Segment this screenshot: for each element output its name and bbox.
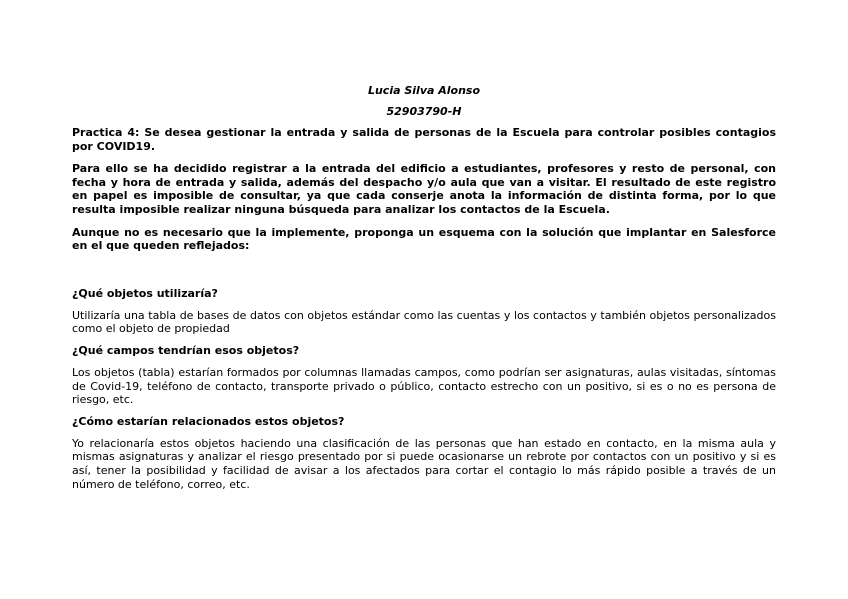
- answer-fields: Los objetos (tabla) estarían formados por columnas llamadas campos, como podrían ser asignaturas, aulas visitadas, síntomas de Covid-19, teléfono de contacto, transporte privado o público, contacto estrecho con un positivo, si es o no es persona de riesgo, etc.: [72, 365, 776, 407]
- practice-statement: Practica 4: Se desea gestionar la entrada y salida de personas de la Escuela para controlar posibles contagios por COVID19.: [72, 126, 776, 153]
- section-spacer: [72, 262, 776, 287]
- question-objects: ¿Qué objetos utilizaría?: [72, 286, 218, 300]
- student-id: 52903790-H: [386, 105, 462, 118]
- author-name: Lucia Silva Alonso: [367, 84, 481, 97]
- answer-relations: Yo relacionaría estos objetos haciendo una clasificación de las personas que han estado en contacto, en la misma aula y mismas asignaturas y analizar el riesgo presentado por si puede ocasionarse un rebrote por contactos con un positivo y si es así, tener la posibilidad y facilidad de avisar a los afectados para cortar el contagio lo más rápido posible a través de un número de teléfono, correo, etc.: [72, 436, 776, 491]
- answer-objects: Utilizaría una tabla de bases de datos con objetos estándar como las cuentas y los contactos y también objetos personalizados como el objeto de propiedad: [72, 308, 776, 336]
- practice-context: Para ello se ha decidido registrar a la entrada del edificio a estudiantes, profesores y resto de personal, con fecha y hora de entrada y salida, además del despacho y/o aula que van a visitar. El resultado de este registro en papel es imposible de consultar, ya que cada conserje anota la información de distinta forma, por lo que resulta imposible realizar ninguna búsqueda para analizar los contactos de la Escuela.: [72, 162, 776, 216]
- document-page: [72, 84, 776, 499]
- question-fields: ¿Qué campos tendrían esos objetos?: [72, 343, 300, 357]
- practice-request: Aunque no es necesario que la implemente, proponga un esquema con la solución que implantar en Salesforce en el que queden reflejados:: [72, 225, 776, 253]
- question-relations: ¿Cómo estarían relacionados estos objetos?: [72, 414, 345, 428]
